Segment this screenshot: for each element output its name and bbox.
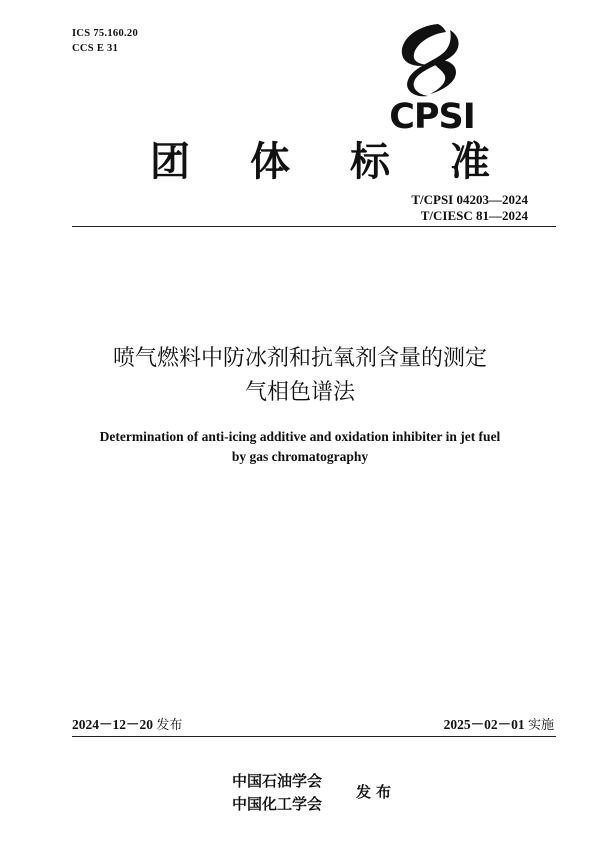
standard-type-char: 体 <box>250 139 290 185</box>
standard-number-secondary: T/CIESC 81—2024 <box>420 208 528 223</box>
standard-type-char: 准 <box>450 139 490 185</box>
title-chinese <box>0 342 600 410</box>
implement-label: 实施 <box>527 718 554 733</box>
implement-date: 2025－02－01 <box>443 717 525 732</box>
top-divider <box>72 226 556 227</box>
publishers <box>232 770 322 816</box>
cpsi-logo <box>376 20 488 134</box>
publisher-org1: 中国石油学会 <box>232 772 323 790</box>
classification-codes <box>72 26 138 56</box>
title-chinese-line1: 喷气燃料中防冰剂和抗氧剂含量的测定 <box>112 346 487 371</box>
logo-text: CPSI <box>389 97 475 134</box>
publisher-org2: 中国化工学会 <box>232 795 323 813</box>
ics-code: ICS 75.160.20 <box>72 28 139 39</box>
ccs-code: CCS E 31 <box>72 43 119 54</box>
standard-number-primary: T/CPSI 04203—2024 <box>411 192 528 207</box>
title-english-line1: Determination of anti-icing additive and oxidation inhibiter in jet fuel <box>99 429 501 444</box>
standard-type-char: 团 <box>150 139 190 185</box>
issue-date-block <box>72 713 182 733</box>
title-chinese-line2: 气相色谱法 <box>244 380 355 405</box>
standard-type-title <box>150 138 490 186</box>
title-english <box>0 427 600 467</box>
issue-label: 发布 <box>156 718 183 733</box>
standard-type-char: 标 <box>350 139 390 185</box>
title-english-line2: by gas chromatography <box>231 449 369 464</box>
implement-date-block <box>444 713 554 733</box>
publish-action: 发布 <box>356 783 397 801</box>
cpsi-emblem-icon <box>402 24 459 96</box>
issue-date: 2024－12－20 <box>72 717 153 732</box>
standard-numbers <box>411 192 528 224</box>
bottom-divider <box>72 736 556 737</box>
